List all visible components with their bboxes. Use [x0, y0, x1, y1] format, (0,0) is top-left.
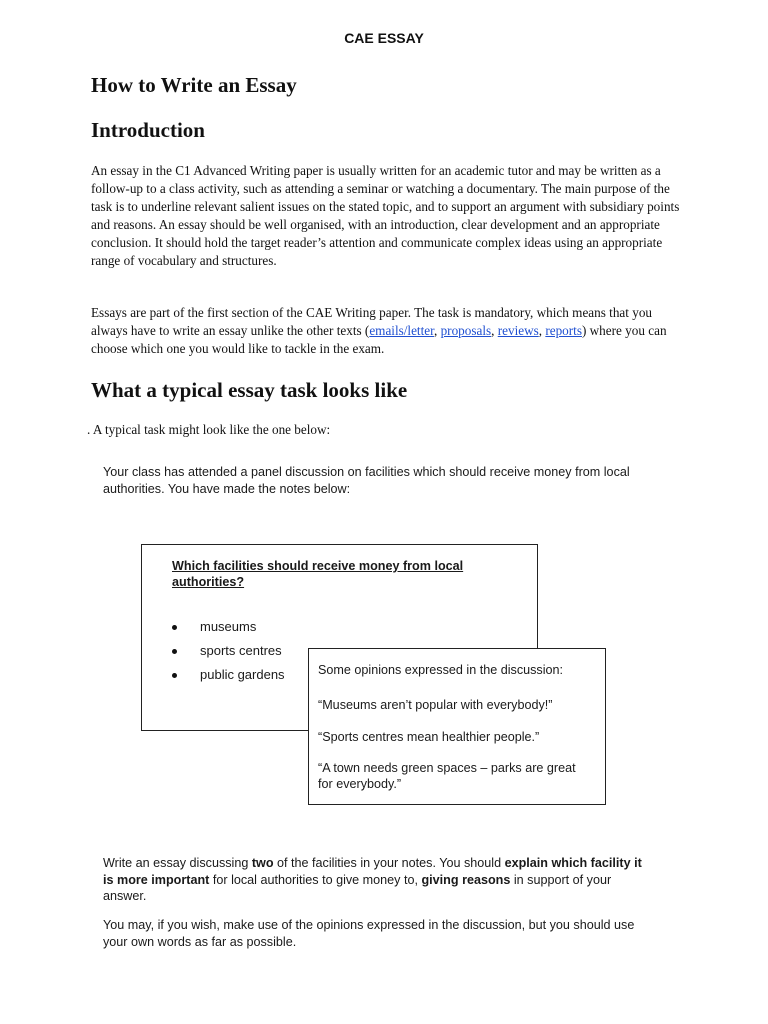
facility-public-gardens: public gardens [200, 666, 285, 682]
task-instruction [103, 855, 648, 905]
instruction-bold-2: explain which facility it is more important [103, 856, 642, 887]
link-reviews[interactable]: reviews [497, 323, 539, 338]
intro-paragraph-2: Essays are part of the first section of the CAE Writing paper. The task is mandatory, which means that you always have to write an essay unlike the other texts (emails/letter, proposals, reviews, reports) where you can choose which one you would like to tackle in the exam. [91, 305, 667, 356]
notes-title: Which facilities should receive money from local authorities? [172, 559, 464, 589]
instruction-text-2: of the facilities in your notes. You should [273, 856, 505, 870]
list-item [172, 615, 285, 639]
opinion-1: “Museums aren’t popular with everybody!” [318, 698, 553, 712]
opinions-title: Some opinions expressed in the discussion: [318, 663, 564, 677]
instruction-text-4: in support of your answer. [103, 872, 612, 903]
task-heading: What a typical essay task looks like [91, 378, 408, 402]
task-instruction-2: You may, if you wish, make use of the opinions expressed in the discussion, but you should use your own words as far as possible. [103, 918, 635, 949]
introduction-heading: Introduction [91, 118, 205, 142]
instruction-text-3: for local authorities to give money to, [209, 872, 422, 887]
link-emails-letter[interactable]: emails/letter [369, 323, 434, 338]
intro-paragraph-1: An essay in the C1 Advanced Writing paper is usually written for an academic tutor and may be written as a follow-up to a class activity, such as attending a seminar or watching a documentary. The main purpose of the task is to underline relevant salient issues on the stated topic, and to support an argument with subsidiary points and reasons. An essay should be well organised, with an introduction, clear development and an appropriate conclusion. It should hold the target reader’s attention and communicate complex ideas using an appropriate range of vocabulary and structures. [91, 163, 680, 268]
bullet-icon [172, 673, 177, 678]
page-title: How to Write an Essay [91, 73, 297, 97]
facility-list [172, 615, 285, 687]
opinion-3: “A town needs green spaces – parks are great for everybody.” [318, 761, 576, 791]
bullet-icon [172, 625, 177, 630]
intro-paragraph-2-start: Essays are part of the first section of the CAE Writing paper. The task is mandatory, which means that you always have to write an essay unlike the other texts ( [91, 305, 653, 338]
facility-sports-centres: sports centres [200, 642, 282, 658]
bullet-icon [172, 649, 177, 654]
facility-museums: museums [200, 618, 257, 634]
instruction-text-1: Write an essay discussing [103, 856, 252, 870]
intro-paragraph-2-end: ) where you can choose which one you would like to tackle in the exam. [91, 323, 667, 356]
opinions-box [308, 648, 606, 805]
list-item [172, 663, 285, 687]
instruction-bold-3: giving reasons [421, 872, 511, 887]
opinion-2: “Sports centres mean healthier people.” [318, 730, 540, 744]
instruction-bold-1: two [251, 856, 274, 870]
task-intro: . A typical task might look like the one below: [87, 422, 331, 437]
list-item [172, 639, 285, 663]
page-header: CAE ESSAY [344, 30, 424, 46]
task-prompt: Your class has attended a panel discussion on facilities which should receive money from local authorities. You have made the notes below: [103, 465, 630, 496]
link-proposals[interactable]: proposals [440, 323, 492, 338]
link-reports[interactable]: reports [545, 323, 582, 338]
